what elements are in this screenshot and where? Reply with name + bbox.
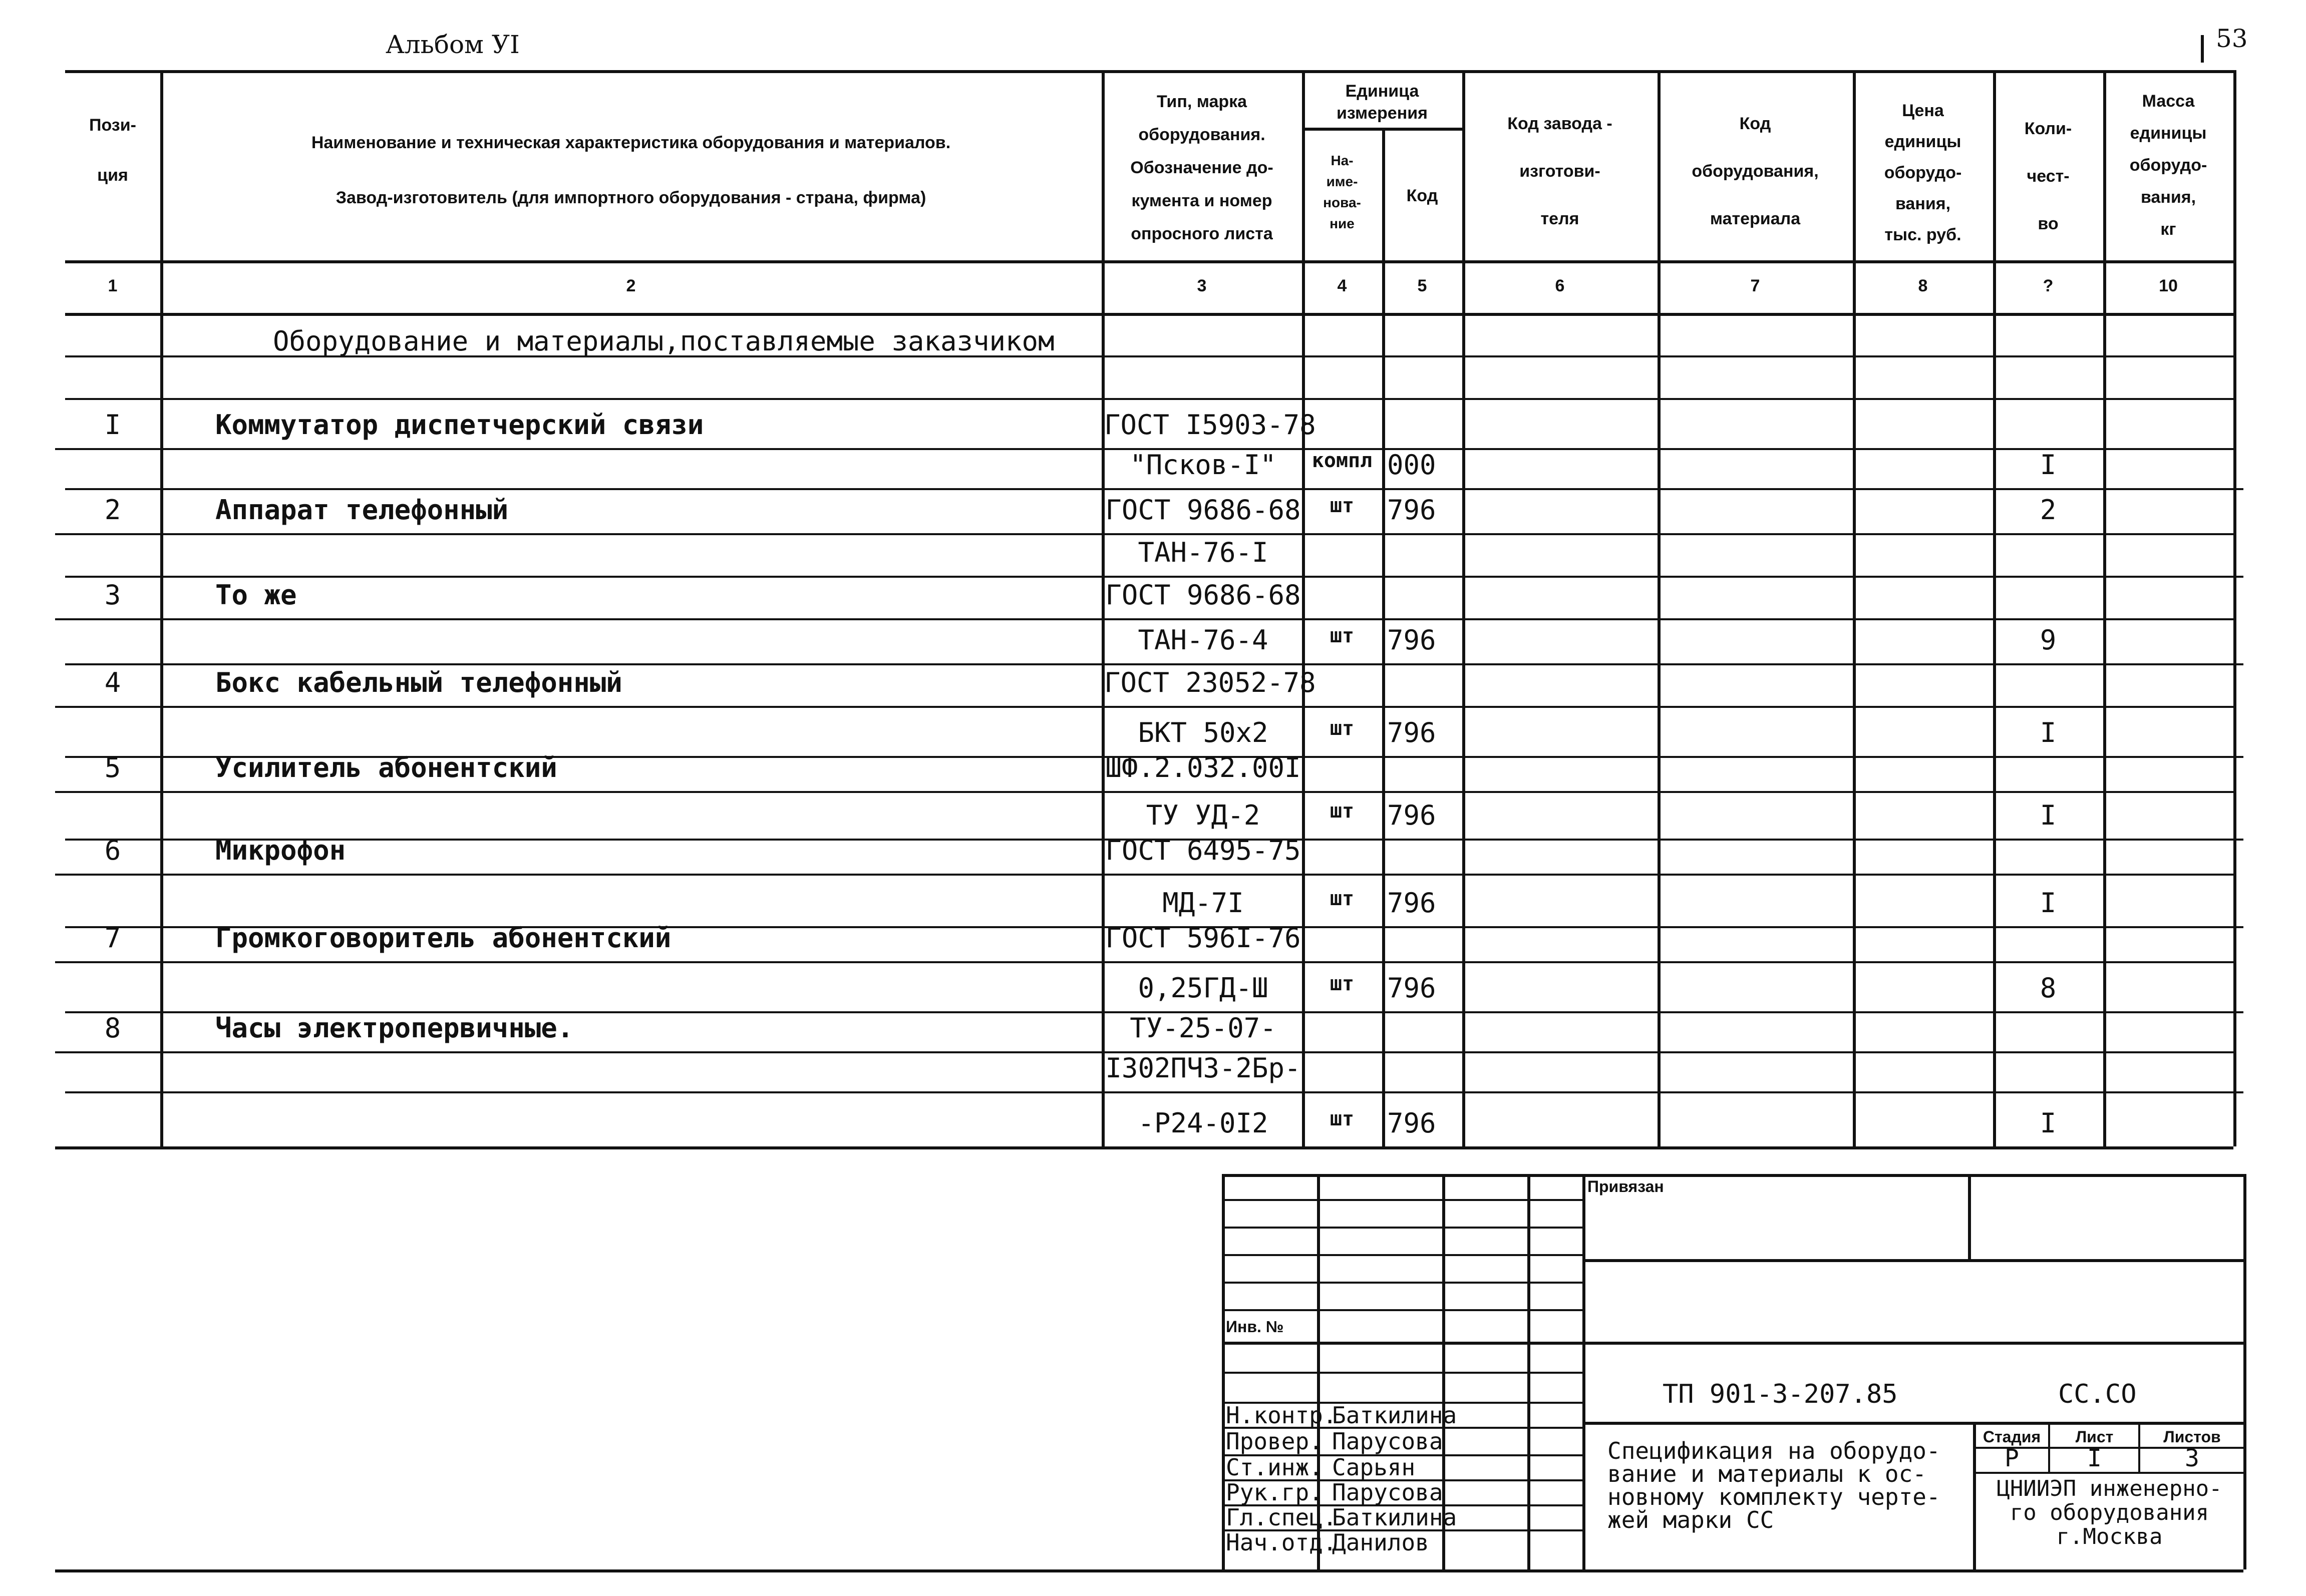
signer-role: Провер. (1226, 1428, 1323, 1455)
row-type: ТАН-76-I (1138, 537, 1268, 568)
row-name: Аппарат телефонный (215, 494, 509, 526)
signer-role: Н.контр. (1226, 1402, 1337, 1429)
colnum: 5 (1417, 276, 1427, 295)
row-qty: I (2040, 887, 2057, 919)
row-type: ГОСТ 9686-68 (1105, 579, 1301, 611)
header-unit-code: Код (1406, 186, 1438, 205)
signer-role: Ст.инж. (1226, 1454, 1323, 1481)
row-type: "Псков-I" (1130, 449, 1276, 481)
header-unit-name: На- име- нова- ние (1323, 153, 1361, 231)
row-unit: шт (1330, 624, 1355, 647)
row-unit: компл (1311, 449, 1373, 472)
row-name: Громкоговоритель абонентский (215, 922, 672, 954)
page-number-mark (2201, 35, 2204, 63)
row-code: 796 (1387, 887, 1436, 919)
section-title: Оборудование и материалы,поставляемые заказчиком (273, 325, 1055, 357)
stage-label: Стадия (1983, 1428, 2041, 1446)
row-divider (55, 533, 2233, 535)
row-pos: 5 (104, 752, 121, 783)
colnum: ? (2043, 276, 2054, 295)
row-pos: 7 (104, 922, 121, 954)
inventory-number-label: Инв. № (1226, 1318, 1284, 1336)
sheets-value: 3 (2185, 1444, 2199, 1472)
row-divider (55, 706, 2233, 708)
row-divider (65, 663, 2243, 665)
row-qty: 8 (2040, 972, 2057, 1004)
row-code: 796 (1387, 717, 1436, 748)
row-divider (65, 576, 2243, 578)
row-name: То же (215, 579, 297, 611)
row-type: ШФ.2.032.00I (1105, 752, 1301, 783)
row-qty: 2 (2040, 494, 2057, 526)
row-code: 796 (1387, 800, 1436, 831)
signer-name: Парусова (1332, 1479, 1443, 1506)
header-position: Пози- ция (89, 116, 136, 185)
row-unit: шт (1330, 717, 1355, 740)
signer-role: Гл.спец. (1226, 1504, 1337, 1531)
row-pos: 2 (104, 494, 121, 526)
colnum: 1 (108, 276, 118, 295)
row-name: Часы электропервичные. (215, 1012, 574, 1044)
sheet-label: Лист (2075, 1428, 2114, 1446)
row-name: Усилитель абонентский (215, 752, 557, 783)
row-divider (55, 618, 2233, 620)
row-divider (55, 1146, 2233, 1148)
page-number: 53 (2216, 24, 2248, 53)
sheet-description: Спецификация на оборудо- вание и материалы к ос- новному комплекту черте- жей марки СС (1607, 1437, 1940, 1533)
row-code: 796 (1387, 1107, 1436, 1139)
document-code: ТП 901-3-207.85 (1663, 1379, 1898, 1409)
colnum: 7 (1750, 276, 1760, 295)
row-qty: I (2040, 800, 2057, 831)
row-type: I302ПЧЗ-2Бр- (1105, 1052, 1301, 1084)
row-qty: I (2040, 449, 2057, 481)
header-equipment-code: Код оборудования, материала (1692, 114, 1819, 228)
row-divider (55, 874, 2233, 876)
row-unit: шт (1330, 494, 1355, 517)
row-pos: 3 (104, 579, 121, 611)
signer-name: Парусова (1332, 1428, 1443, 1455)
row-code: 796 (1387, 624, 1436, 656)
row-divider (55, 791, 2233, 793)
row-type: ГОСТ 596I-76 (1105, 922, 1301, 954)
colnum: 6 (1555, 276, 1565, 295)
row-code: 000 (1387, 449, 1436, 481)
row-qty: I (2040, 717, 2057, 748)
sheet-value: I (2087, 1444, 2102, 1472)
header-quantity: Коли- чест- во (2024, 119, 2072, 233)
row-pos: 8 (104, 1012, 121, 1044)
privyazan-label: Привязан (1587, 1177, 1664, 1195)
signer-name: Сарьян (1332, 1454, 1416, 1481)
row-unit: шт (1330, 1107, 1355, 1130)
row-divider (55, 961, 2233, 963)
row-unit: шт (1330, 887, 1355, 910)
row-name: Бокс кабельный телефонный (215, 667, 622, 698)
row-type: МД-7I (1162, 887, 1244, 919)
row-unit: шт (1330, 800, 1355, 823)
row-type: ГОСТ 6495-75 (1105, 835, 1301, 866)
signer-role: Нач.отд. (1226, 1529, 1337, 1556)
album-label: Альбом УI (386, 30, 520, 59)
row-pos: 6 (104, 835, 121, 866)
row-code: 796 (1387, 972, 1436, 1004)
row-type: ГОСТ 23052-78 (1104, 667, 1316, 698)
row-type: -Р24-0I2 (1138, 1107, 1268, 1139)
signer-name: Баткилина (1332, 1402, 1457, 1429)
row-qty: 9 (2040, 624, 2057, 656)
row-type: 0,25ГД-Ш (1138, 972, 1268, 1004)
sheets-label: Листов (2163, 1428, 2221, 1446)
row-divider (65, 1091, 2243, 1093)
colnum: 2 (626, 276, 636, 295)
colnum: 3 (1197, 276, 1207, 295)
row-name: Микрофон (215, 835, 346, 866)
colnum: 4 (1337, 276, 1347, 295)
header-mass: Масса единицы оборудо- вания, кг (2129, 92, 2207, 239)
header-factory-code: Код завода - изготови- теля (1507, 114, 1612, 228)
row-type: ТУ-25-07- (1130, 1012, 1276, 1044)
row-qty: I (2040, 1107, 2057, 1139)
drawing-mark: СС.СО (2058, 1379, 2137, 1409)
row-type: ТАН-76-4 (1138, 624, 1268, 656)
row-pos: I (104, 409, 121, 441)
organization: ЦНИИЭП инженерно- го оборудования г.Москва (1997, 1476, 2222, 1549)
header-name: Наименование и техническая характеристика оборудования и материалов. Завод-изготовитель (для импортного оборудования - страна, фирма) (311, 133, 951, 207)
header-type: Тип, марка оборудования. Обозначение до- кумента и номер опросного листа (1130, 92, 1273, 243)
row-type: БКТ 50х2 (1138, 717, 1268, 748)
row-type: ТУ УД-2 (1146, 800, 1260, 831)
colnum: 10 (2159, 276, 2178, 295)
header-price: Цена единицы оборудо- вания, тыс. руб. (1884, 101, 1962, 244)
row-type: ГОСТ I5903-78 (1104, 409, 1316, 441)
signer-name: Данилов (1332, 1529, 1429, 1556)
stage-value: Р (2005, 1444, 2019, 1472)
row-code: 796 (1387, 494, 1436, 526)
row-divider (65, 488, 2243, 490)
row-unit: шт (1330, 972, 1355, 995)
header-unit: Единица измерения (1337, 82, 1428, 123)
colnum: 8 (1918, 276, 1928, 295)
row-name: Коммутатор диспетчерский связи (215, 409, 704, 441)
signer-role: Рук.гр. (1226, 1479, 1323, 1506)
signer-name: Баткилина (1332, 1504, 1457, 1531)
row-pos: 4 (104, 667, 121, 698)
row-type: ГОСТ 9686-68 (1105, 494, 1301, 526)
